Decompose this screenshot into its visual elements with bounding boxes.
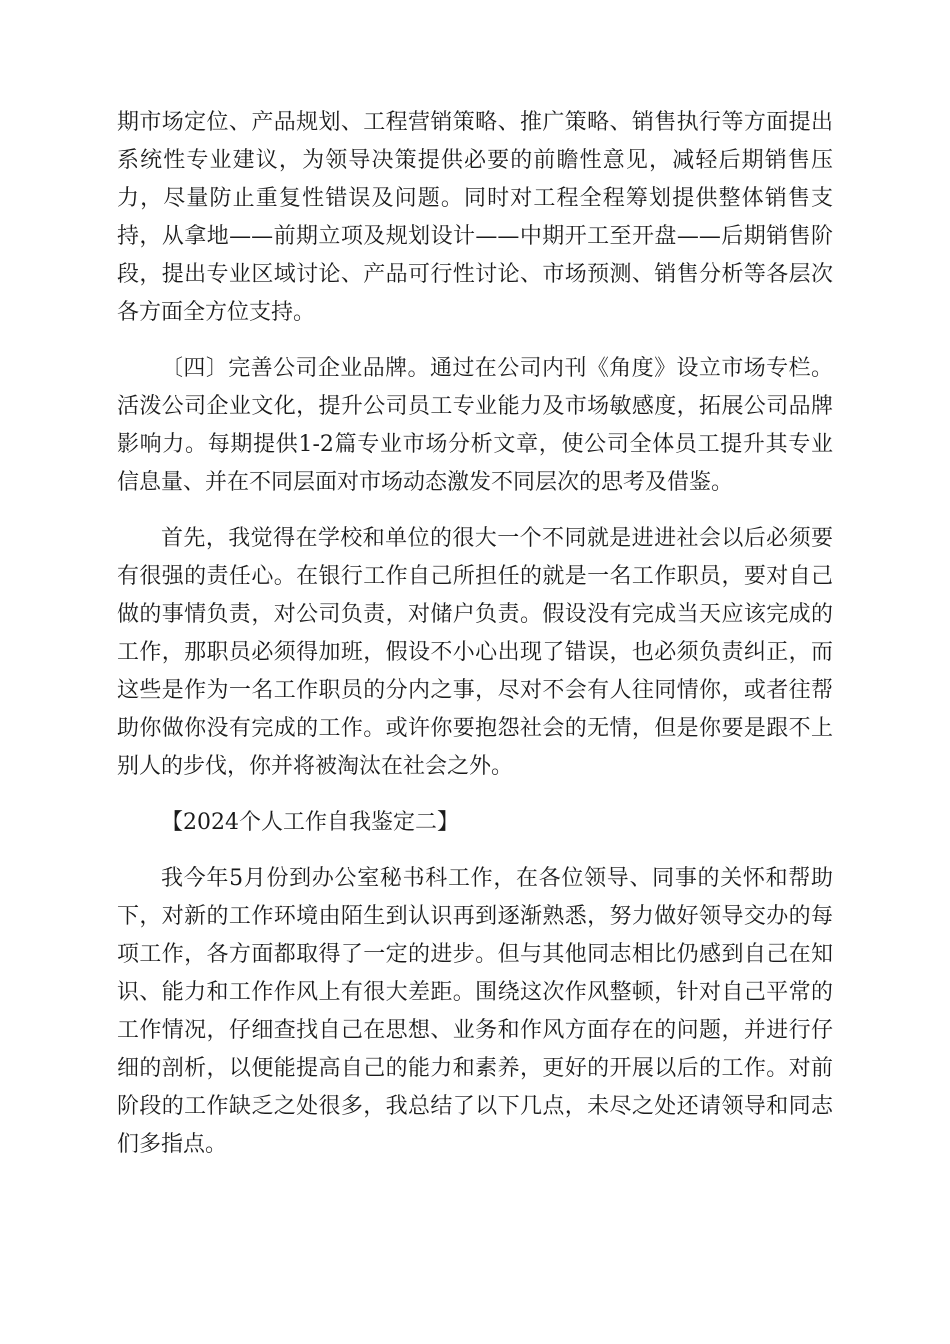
paragraph-brand: 〔四〕完善公司企业品牌。通过在公司内刊《角度》设立市场专栏。活泼公司企业文化，提升公司员工专业能力及市场敏感度，拓展公司品牌影响力。每期提供1-2篇专业市场分析文章，使公司全体员工提升其专业信息量、并在不同层面对市场动态激发不同层次的思考及借鉴。 <box>117 356 833 495</box>
paragraph-self-assessment: 我今年5月份到办公室秘书科工作，在各位领导、同事的关怀和帮助下，对新的工作环境由陌生到认识再到逐渐熟悉，努力做好领导交办的每项工作，各方面都取得了一定的进步。但与其他同志相比仍感到自己在知识、能力和工作作风上有很大差距。围绕这次作风整顿，针对自己平常的工作情况，仔细查找自己在思想、业务和作风方面存在的问题，并进行仔细的剖析，以便能提高自己的能力和素养，更好的开展以后的工作。对前阶段的工作缺乏之处很多，我总结了以下几点，未尽之处还请领导和同志们多指点。 <box>117 866 833 1157</box>
section-heading: 【2024个人工作自我鉴定二】 <box>161 810 459 835</box>
paragraph-continuation: 期市场定位、产品规划、工程营销策略、推广策略、销售执行等方面提出系统性专业建议，为领导决策提供必要的前瞻性意见，减轻后期销售压力，尽量防止重复性错误及问题。同时对工程全程筹划提供整体销售支持，从拿地——前期立项及规划设计——中期开工至开盘——后期销售阶段，提出专业区域讨论、产品可行性讨论、市场预测、销售分析等各层次各方面全方位支持。 <box>117 110 833 325</box>
paragraph-responsibility: 首先，我觉得在学校和单位的很大一个不同就是进进社会以后必须要有很强的责任心。在银行工作自己所担任的就是一名工作职员，要对自己做的事情负责，对公司负责，对储户负责。假设没有完成当天应该完成的工作，那职员必须得加班，假设不小心出现了错误，也必须负责纠正，而这些是作为一名工作职员的分内之事，尽对不会有人往同情你，或者往帮助你做你没有完成的工作。或许你要抱怨社会的无情，但是你要是跟不上别人的步伐，你并将被淘汰在社会之外。 <box>117 526 833 779</box>
document-body <box>117 104 833 1182</box>
